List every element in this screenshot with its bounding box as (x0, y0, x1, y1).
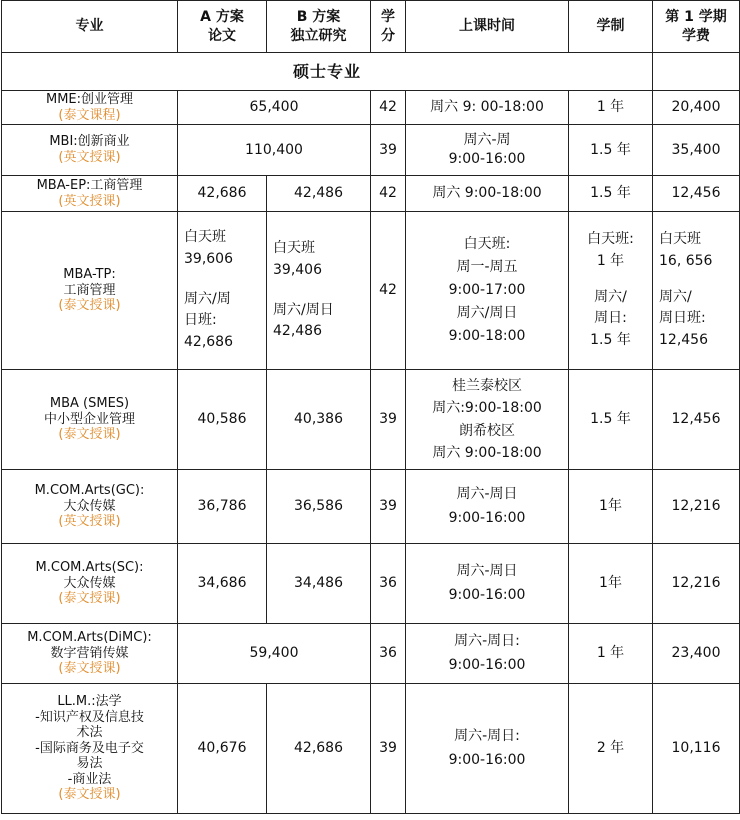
header-plan-a: A 方案 论文 (178, 1, 267, 53)
duration-cell (569, 212, 653, 370)
credits-cell: 39 (371, 125, 406, 176)
major-cell (2, 91, 178, 125)
schedule-cell: 白天班: 周一-周五 9:00-17:00 周六/周日 9:00-18:00 (406, 212, 569, 370)
fee-table (1, 0, 740, 814)
language-note: (泰文授课) (58, 661, 121, 677)
plan-a-daytime: 白天班 39,606 (184, 229, 233, 267)
plan-b-fee (267, 212, 371, 370)
credits-cell: 39 (371, 684, 406, 814)
credits-cell: 42 (371, 91, 406, 125)
duration-weekend: 周六/ 周日: 1.5 年 (590, 288, 631, 349)
duration-cell: 1 年 (569, 624, 653, 684)
major-cell (2, 125, 178, 176)
plan-b-daytime: 白天班 39,406 (273, 240, 322, 278)
major-cell (2, 624, 178, 684)
schedule-cell: 桂兰泰校区 周六:9:00-18:00 朗希校区 周六 9:00-18:00 (406, 370, 569, 470)
table-row (2, 470, 740, 544)
plan-b-fee: 40,386 (267, 370, 371, 470)
duration-cell: 1 年 (569, 91, 653, 125)
plan-a-weekend: 周六/周 日班: 42,686 (184, 290, 233, 351)
duration-cell: 1年 (569, 470, 653, 544)
plan-b-fee: 36,586 (267, 470, 371, 544)
major-cell (2, 212, 178, 370)
major-name: M.COM.Arts(DiMC): 数字营销传媒 (27, 630, 152, 661)
duration-daytime: 白天班: 1 年 (587, 231, 634, 269)
plan-a-fee: 40,586 (178, 370, 267, 470)
section-title: 硕士专业 (2, 53, 653, 91)
major-name: M.COM.Arts(GC): 大众传媒 (34, 483, 145, 514)
language-note: (泰文授课) (58, 427, 121, 443)
major-name: M.COM.Arts(SC): 大众传媒 (35, 560, 144, 591)
schedule-cell: 周六 9: 00-18:00 (406, 91, 569, 125)
language-note: (英文授课) (58, 150, 121, 165)
schedule-cell: 周六-周日: 9:00-16:00 (406, 684, 569, 814)
fee-weekend: 周六/ 周日班: 12,456 (659, 288, 708, 349)
language-note: (英文授课) (58, 514, 121, 530)
fee-cell: 12,216 (653, 544, 740, 624)
plan-ab-fee: 59,400 (178, 624, 371, 684)
plan-b-fee: 42,686 (267, 684, 371, 814)
plan-a-fee: 36,786 (178, 470, 267, 544)
duration-cell: 1.5 年 (569, 370, 653, 470)
credits-cell: 42 (371, 176, 406, 212)
fee-cell: 12,216 (653, 470, 740, 544)
major-name: MBA-EP:工商管理 (36, 177, 143, 193)
header-fee: 第 1 学期 学费 (653, 1, 740, 53)
major-cell (2, 470, 178, 544)
table-row (2, 176, 740, 212)
language-note: (泰文课程) (58, 107, 121, 123)
header-credits: 学 分 (371, 1, 406, 53)
table-row (2, 624, 740, 684)
language-note: (英文授课) (58, 193, 121, 209)
schedule-cell: 周六-周日: 9:00-16:00 (406, 624, 569, 684)
table-row (2, 544, 740, 624)
major-cell (2, 176, 178, 212)
credits-cell: 36 (371, 624, 406, 684)
fee-cell: 35,400 (653, 125, 740, 176)
major-name: MBA-TP: 工商管理 (63, 267, 116, 298)
table-row (2, 212, 740, 370)
language-note: (泰文授课) (58, 787, 121, 803)
fee-daytime: 白天班 16, 656 (659, 231, 713, 269)
credits-cell: 42 (371, 212, 406, 370)
fee-cell: 20,400 (653, 91, 740, 125)
language-note: (泰文授课) (58, 591, 121, 607)
major-name: MBI:创新商业 (49, 134, 130, 150)
language-note: (泰文授课) (58, 298, 121, 314)
schedule-cell: 周六-周日 9:00-16:00 (406, 544, 569, 624)
major-name: MBA (SMES) 中小型企业管理 (43, 396, 135, 427)
major-cell (2, 684, 178, 814)
major-cell (2, 370, 178, 470)
plan-a-fee (178, 212, 267, 370)
plan-ab-fee: 65,400 (178, 91, 371, 125)
table-row (2, 370, 740, 470)
major-name: MME:创业管理 (45, 91, 134, 107)
plan-a-fee: 34,686 (178, 544, 267, 624)
table-row (2, 91, 740, 125)
major-name: LL.M.:法学 -知识产权及信息技 术法 -国际商务及电子交 易法 -商业法 (35, 693, 144, 787)
credits-cell: 39 (371, 470, 406, 544)
credits-cell: 36 (371, 544, 406, 624)
section-row (2, 53, 740, 91)
header-plan-b: B 方案 独立研究 (267, 1, 371, 53)
duration-cell: 1.5 年 (569, 125, 653, 176)
plan-b-weekend: 周六/周日 42,486 (273, 301, 334, 340)
duration-cell: 2 年 (569, 684, 653, 814)
fee-cell: 12,456 (653, 176, 740, 212)
duration-cell: 1年 (569, 544, 653, 624)
plan-b-fee: 34,486 (267, 544, 371, 624)
plan-a-fee: 40,676 (178, 684, 267, 814)
fee-cell: 10,116 (653, 684, 740, 814)
plan-ab-fee: 110,400 (178, 125, 371, 176)
header-major: 专业 (2, 1, 178, 53)
schedule-cell: 周六 9:00-18:00 (406, 176, 569, 212)
fee-cell: 23,400 (653, 624, 740, 684)
header-schedule: 上课时间 (406, 1, 569, 53)
credits-cell: 39 (371, 370, 406, 470)
fee-cell (653, 212, 740, 370)
duration-cell: 1.5 年 (569, 176, 653, 212)
schedule-cell: 周六-周 9:00-16:00 (406, 125, 569, 176)
header-row (2, 1, 740, 53)
major-cell (2, 544, 178, 624)
table-row (2, 684, 740, 814)
schedule-cell: 周六-周日 9:00-16:00 (406, 470, 569, 544)
plan-a-fee: 42,686 (178, 176, 267, 212)
section-blank (653, 53, 740, 91)
header-duration: 学制 (569, 1, 653, 53)
table-row (2, 125, 740, 176)
fee-cell: 12,456 (653, 370, 740, 470)
plan-b-fee: 42,486 (267, 176, 371, 212)
